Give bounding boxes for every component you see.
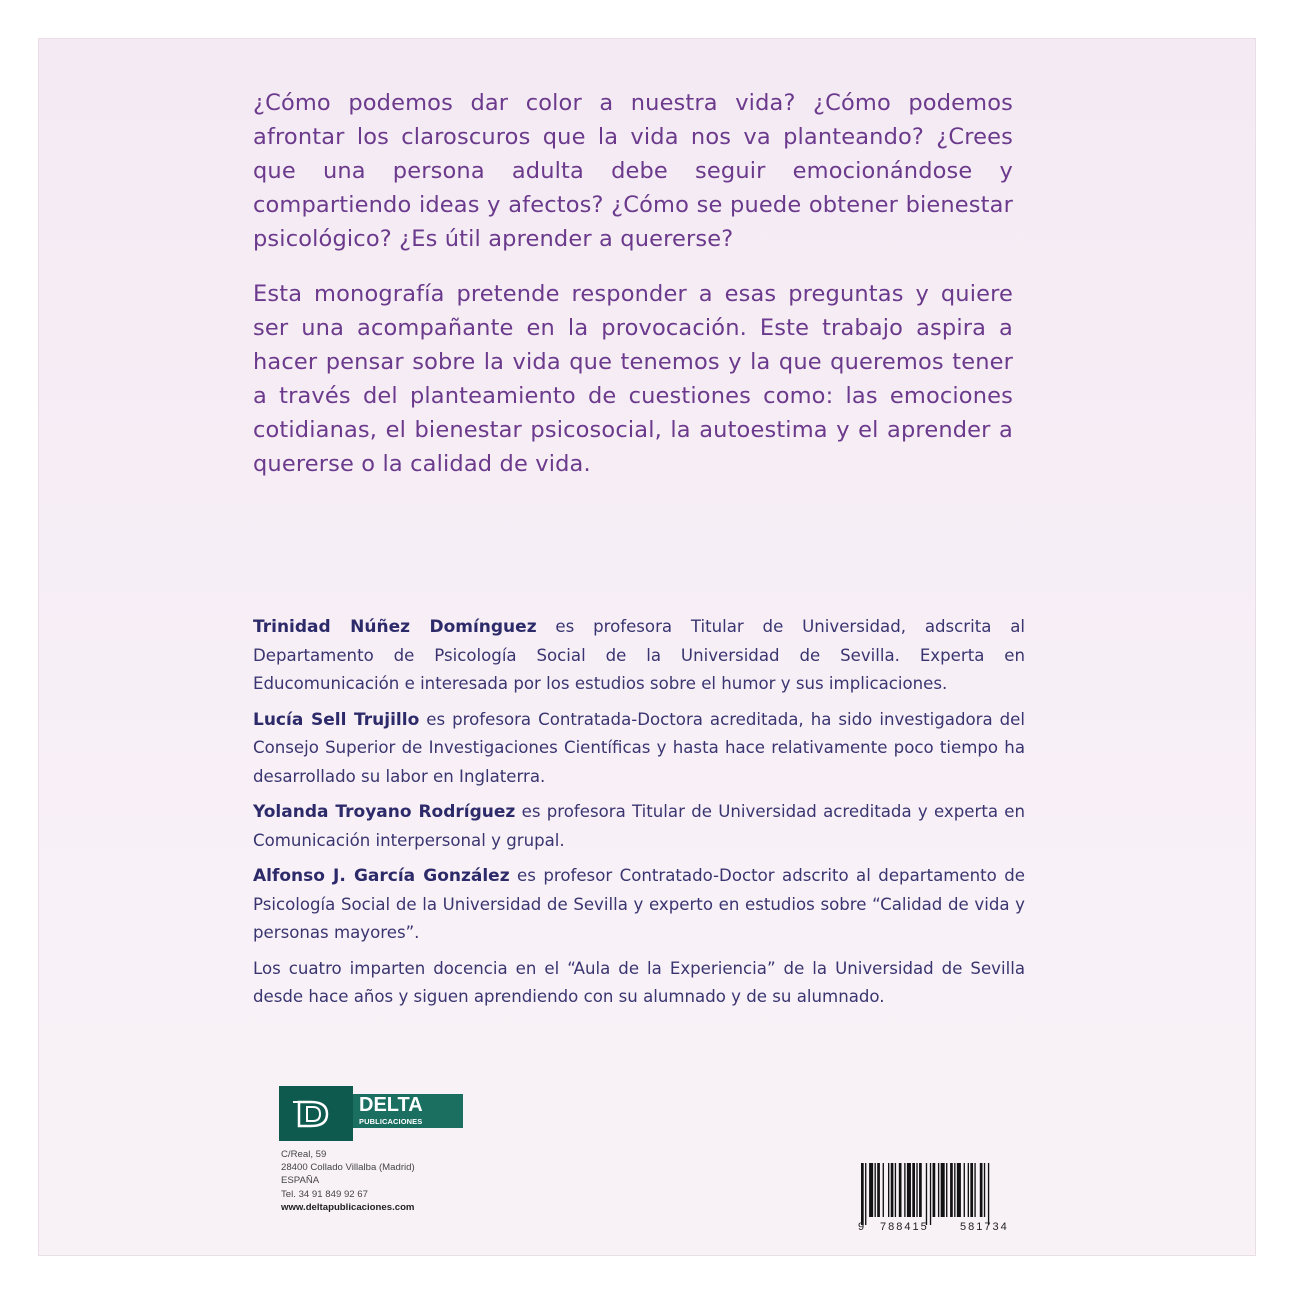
logo-box — [279, 1086, 353, 1141]
author-bio — [253, 613, 1025, 699]
logo-subtitle: PUBLICACIONES — [353, 1116, 463, 1128]
author-name: Trinidad Núñez Domínguez — [253, 617, 537, 637]
barcode-bar — [916, 1163, 917, 1217]
barcode-first-digit: 9 — [858, 1221, 865, 1233]
author-name: Alfonso J. García González — [253, 866, 510, 886]
barcode-bar — [988, 1163, 989, 1225]
author-bio-text: es profesora Contratada-Doctora acreditada, ha sido investigadora del Consejo Superior de Investigaciones Científicas y hasta hace relativamente poco tiempo ha desarrollado su labor en Inglaterra. — [253, 709, 1025, 786]
barcode-right-group: 581734 — [960, 1221, 1009, 1233]
intro-questions: ¿Cómo podemos dar color a nuestra vida? ¿Cómo podemos afrontar los claroscuros que la vida nos va planteando? ¿Crees que una persona adulta debe seguir emocionándose y compartiendo ideas y afectos? ¿Cómo se puede obtener bienestar psicológico? ¿Es útil aprender a quererse? — [253, 90, 1013, 252]
barcode-bar — [904, 1163, 905, 1217]
author-bio-text: es profesora Titular de Universidad acreditada y experta en Comunicación interpersonal y grupal. — [253, 802, 1026, 850]
barcode-bar — [861, 1163, 864, 1225]
barcode-bar — [895, 1163, 896, 1217]
barcode-bar — [980, 1163, 983, 1217]
barcode-bar — [865, 1163, 866, 1225]
barcode-bar — [912, 1163, 915, 1217]
barcode-bar — [957, 1163, 961, 1217]
author-bio-text: es profesor Contratado-Doctor adscrito al departamento de Psicología Social de la Universidad de Sevilla y experto en estudios sobre “Calidad de vida y personas mayores”. — [253, 866, 1025, 942]
phone-number: Tel. 34 91 849 92 67 — [281, 1188, 368, 1200]
author-bio — [253, 798, 1025, 855]
barcode-bar — [875, 1163, 876, 1217]
barcode-bar — [891, 1163, 894, 1217]
barcode-bar — [877, 1163, 880, 1217]
publisher-address — [281, 1148, 415, 1214]
delta-mark-icon — [289, 1096, 341, 1132]
author-bios — [253, 613, 1025, 1019]
author-bio — [253, 862, 1025, 948]
barcode-bar — [899, 1163, 902, 1217]
address-line: 28400 Collado Villalba (Madrid) — [281, 1162, 415, 1174]
address-line: C/Real, 59 — [281, 1149, 327, 1160]
author-bio-text: es profesora Titular de Universidad, adscrita al Departamento de Psicología Social de la Universidad de Sevilla. Experta en Educomunicación e interesada por los estudios sobre el humor y sus implicaciones. — [253, 617, 1025, 693]
barcode-bar — [950, 1163, 953, 1217]
barcode-bar — [974, 1163, 975, 1217]
barcode-bar — [926, 1163, 927, 1225]
author-name: Yolanda Troyano Rodríguez — [253, 802, 516, 822]
barcode-bar — [938, 1163, 939, 1217]
barcode-bar — [970, 1163, 973, 1217]
address-line: ESPAÑA — [281, 1175, 320, 1187]
website-url: www.deltapublicaciones.com — [281, 1201, 415, 1213]
logo-wordmark: DELTA — [353, 1094, 463, 1116]
author-bio — [253, 706, 1025, 792]
publisher-logo — [279, 1086, 459, 1141]
barcode-bar — [919, 1163, 922, 1217]
intro-description: Esta monografía pretende responder a esas preguntas y quiere ser una acompañante en la provocación. Este trabajo aspira a hacer pensar sobre la vida que tenemos y la que queremos tener a través del planteamiento de cuestiones como: las emociones cotidianas, el bienestar psicosocial, la autoestima y el aprender a quererse o la calidad de vida. — [253, 281, 1013, 477]
barcode-bar — [930, 1163, 931, 1225]
barcode-bar — [888, 1163, 889, 1217]
barcode-bar — [968, 1163, 969, 1217]
barcode-bar — [964, 1163, 965, 1217]
barcode-bar — [883, 1163, 884, 1217]
barcode-left-group: 788415 — [880, 1221, 929, 1233]
closing-paragraph: Los cuatro imparten docencia en el “Aula de la Experiencia” de la Universidad de Sevilla desde hace años y siguen aprendiendo con su alumnado y de su alumnado. — [253, 958, 1025, 1006]
barcode-bars — [855, 1163, 1030, 1225]
barcode-bar — [946, 1163, 947, 1217]
barcode-bar — [869, 1163, 873, 1217]
barcode-bar — [907, 1163, 911, 1217]
barcode-bar — [933, 1163, 936, 1217]
barcode-bar — [954, 1163, 955, 1217]
barcode-bar — [984, 1163, 985, 1217]
barcode-bar — [941, 1163, 945, 1217]
author-name: Lucía Sell Trujillo — [253, 709, 420, 730]
